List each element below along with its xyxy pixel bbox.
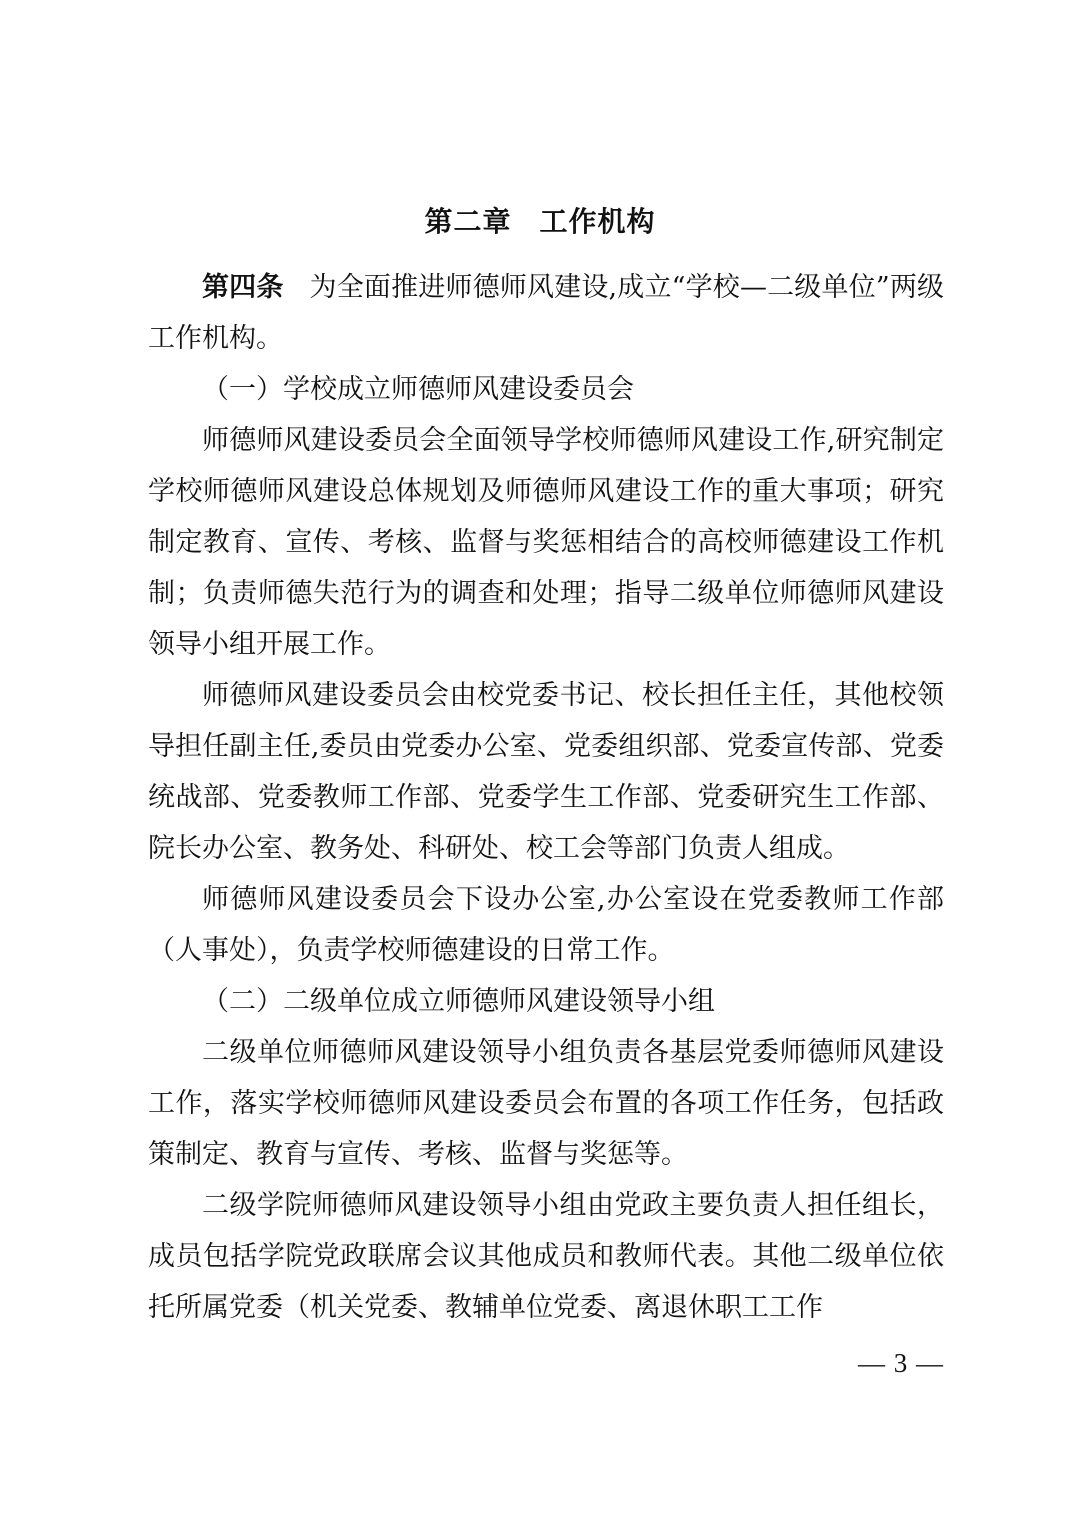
section-2-paragraph-1: 二级单位师德师风建设领导小组负责各基层党委师德师风建设工作，落实学校师德师风建设委员会布置的各项工作任务，包括政策制定、教育与宣传、考核、监督与奖惩等。 <box>148 1037 944 1170</box>
section-1-heading: （一）学校成立师德师风建设委员会 <box>202 374 634 405</box>
section-2-paragraph-2: 二级学院师德师风建设领导小组由党政主要负责人担任组长，成员包括学院党政联席会议其他成员和教师代表。其他二级单位依托所属党委（机关党委、教辅单位党委、离退休职工工作 <box>148 1190 944 1323</box>
page-number: — 3 — <box>858 1348 944 1378</box>
article-label: 第四条 <box>202 272 284 303</box>
article-4-paragraph <box>148 262 944 364</box>
chapter-name: 工作机构 <box>539 205 656 238</box>
chapter-label: 第二章 <box>424 205 512 238</box>
section-1-paragraph-2: 师德师风建设委员会由校党委书记、校长担任主任，其他校领导担任副主任,委员由党委办公室、党委组织部、党委宣传部、党委统战部、党委教师工作部、党委学生工作部、党委研究生工作部、院长办公室、教务处、科研处、校工会等部门负责人组成。 <box>148 680 944 864</box>
section-2-heading: （二）二级单位成立师德师风建设领导小组 <box>202 986 715 1017</box>
document-body <box>148 262 944 1333</box>
section-1-paragraph-1: 师德师风建设委员会全面领导学校师德师风建设工作,研究制定学校师德师风建设总体规划及师德师风建设工作的重大事项；研究制定教育、宣传、考核、监督与奖惩相结合的高校师德建设工作机制；负责师德失范行为的调查和处理；指导二级单位师德师风建设领导小组开展工作。 <box>148 425 944 660</box>
article-4-text: 为全面推进师德师风建设,成立“学校—二级单位”两级工作机构。 <box>148 272 944 354</box>
chapter-title <box>0 196 1080 248</box>
section-1-paragraph-3: 师德师风建设委员会下设办公室,办公室设在党委教师工作部（人事处），负责学校师德建设的日常工作。 <box>148 884 944 966</box>
